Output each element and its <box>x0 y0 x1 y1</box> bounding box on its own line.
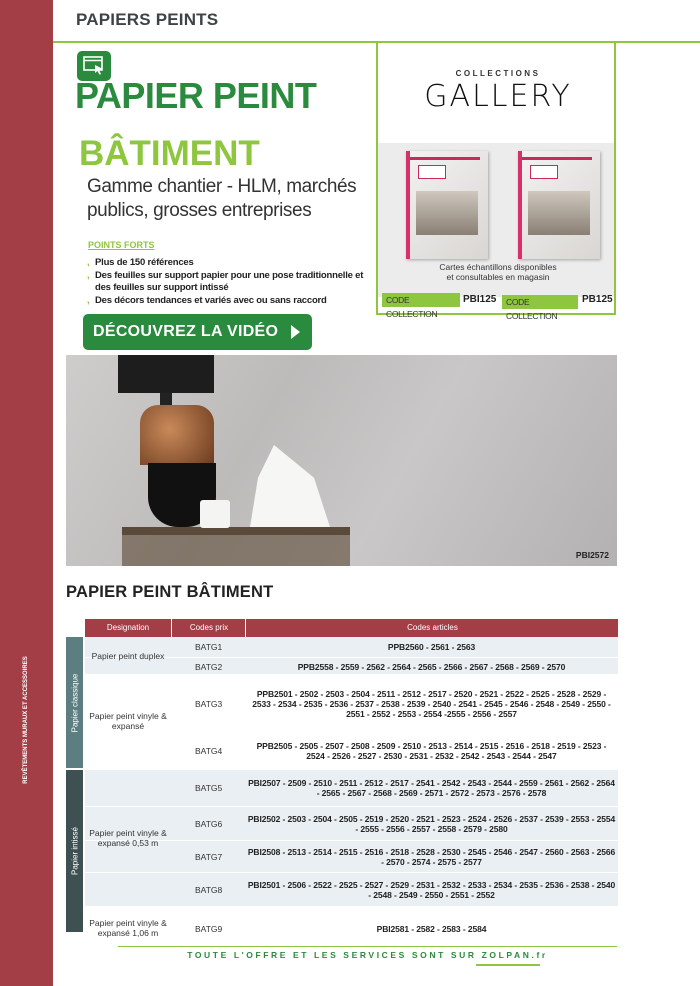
side-band <box>0 0 53 986</box>
code-collection-label: CODE COLLECTION <box>382 293 460 307</box>
gallery-logo: GALLERY <box>424 79 572 114</box>
group-label-intisse: Papier intissé <box>66 770 83 932</box>
code-collection-label: CODE COLLECTION <box>502 295 578 309</box>
discover-video-button[interactable] <box>83 314 312 350</box>
wallpaper-hero-image <box>66 355 617 566</box>
code-collection-value: PBI125 <box>463 294 497 305</box>
collection-codes <box>378 293 614 321</box>
price-code: BATG4 <box>195 746 223 756</box>
intro-section <box>53 43 376 355</box>
collection-panel <box>376 43 616 321</box>
article-codes: PPB2560 - 2561 - 2563 <box>387 642 476 652</box>
key-point: , Des feuilles sur support papier pour une pose traditionnelle et des feuilles sur support intissé <box>87 270 372 294</box>
footer-accent-line <box>476 964 540 966</box>
collections-label: COLLECTIONS <box>455 69 541 78</box>
article-codes: PBI2501 - 2506 - 2522 - 2525 - 2527 - 2529 - 2531 - 2532 - 2533 - 2534 - 2535 - 2536 - 2538 - 2540 - 2548 - 2549 - 2550 - 2551 - 2552 <box>247 880 616 900</box>
article-codes: PPB2505 - 2505 - 2507 - 2508 - 2509 - 2510 - 2513 - 2514 - 2515 - 2516 - 2518 - 2519 - 2523 - 2524 - 2526 - 2527 - 2530 - 2531 - 2532 - 2542 - 2543 - 2544 - 2547 <box>256 741 607 761</box>
header-article-codes: Codes articles <box>245 619 619 637</box>
price-code: BATG2 <box>195 661 223 672</box>
key-point: , Plus de 150 références <box>87 257 372 269</box>
header-designation: Designation <box>106 623 150 632</box>
group-label-classic: Papier classique <box>66 637 83 768</box>
article-codes: PPB2501 - 2502 - 2503 - 2504 - 2511 - 2512 - 2517 - 2520 - 2521 - 2522 - 2525 - 2528 - 2529 - 2533 - 2534 - 2535 - 2536 - 2537 - 2538 - 2539 - 2540 - 2541 - 2545 - 2546 - 2548 - 2549 - 2550 - 2551 - 2552 - 2553 - 2554 -2555 - 2556 - 2557 <box>252 689 611 719</box>
designation-cell: Papier peint vinyle & expansé <box>89 711 167 731</box>
code-collection-value: PB125 <box>582 294 613 305</box>
main-title: PAPIER PEINT <box>75 75 317 116</box>
side-band-label: REVÊTEMENTS MURAUX ET ACCESSOIRES <box>23 656 29 784</box>
article-codes: PPB2558 - 2559 - 2562 - 2564 - 2565 - 2566 - 2567 - 2568 - 2569 - 2570 <box>297 661 566 672</box>
key-point: , Des décors tendances et variés avec ou sans raccord <box>87 295 372 307</box>
play-icon <box>291 325 300 339</box>
sample-book-image <box>406 151 488 259</box>
video-button-label: DÉCOUVREZ LA VIDÉO <box>93 323 279 340</box>
range-description: Gamme chantier - HLM, marchés publics, grosses entreprises <box>87 176 357 221</box>
header-price-codes: Codes prix <box>171 619 246 637</box>
designation-cell: Papier peint vinyle & expansé 0,53 m <box>89 828 167 848</box>
article-codes: PBI2581 - 2582 - 2583 - 2584 <box>376 924 487 934</box>
main-subtitle: BÂTIMENT <box>79 134 260 173</box>
samples-caption: Cartes échantillons disponibles et consultables en magasin <box>439 262 557 282</box>
key-points-list <box>87 257 372 308</box>
footer-divider <box>118 946 617 947</box>
price-code: BATG8 <box>195 885 223 895</box>
designation-cell: Papier peint vinyle & expansé 1,06 m <box>89 918 167 938</box>
price-code: BATG5 <box>195 783 223 793</box>
table-header <box>85 619 618 637</box>
footer-website-text[interactable]: TOUTE L'OFFRE ET LES SERVICES SONT SUR ZOLPAN.fr <box>187 950 548 960</box>
price-code: BATG9 <box>195 924 223 934</box>
price-code: BATG3 <box>195 699 223 709</box>
article-codes: PBI2507 - 2509 - 2510 - 2511 - 2512 - 2517 - 2541 - 2542 - 2543 - 2544 - 2559 - 2561 - 2562 - 2564 - 2565 - 2567 - 2568 - 2569 - 2571 - 2572 - 2573 - 2576 - 2578 <box>248 778 615 798</box>
article-codes: PBI2508 - 2513 - 2514 - 2515 - 2516 - 2518 - 2528 - 2530 - 2545 - 2546 - 2547 - 2560 - 2563 - 2566 - 2570 - 2574 - 2575 - 2577 <box>247 847 616 867</box>
section-title: PAPIER PEINT BÂTIMENT <box>66 583 274 601</box>
hero-reference: PBI2572 <box>575 550 609 560</box>
designation-cell: Papier peint duplex <box>91 650 165 661</box>
sample-book-image <box>518 151 600 259</box>
price-code: BATG1 <box>195 642 223 652</box>
key-points-title: POINTS FORTS <box>88 240 155 250</box>
price-code: BATG6 <box>195 819 223 829</box>
page-header-title: PAPIERS PEINTS <box>76 10 219 29</box>
price-code: BATG7 <box>195 852 223 862</box>
article-codes: PBI2502 - 2503 - 2504 - 2505 - 2519 - 2520 - 2521 - 2523 - 2524 - 2526 - 2537 - 2539 - 2553 - 2554 - 2555 - 2556 - 2557 - 2558 - 2579 - 2580 <box>247 814 616 834</box>
